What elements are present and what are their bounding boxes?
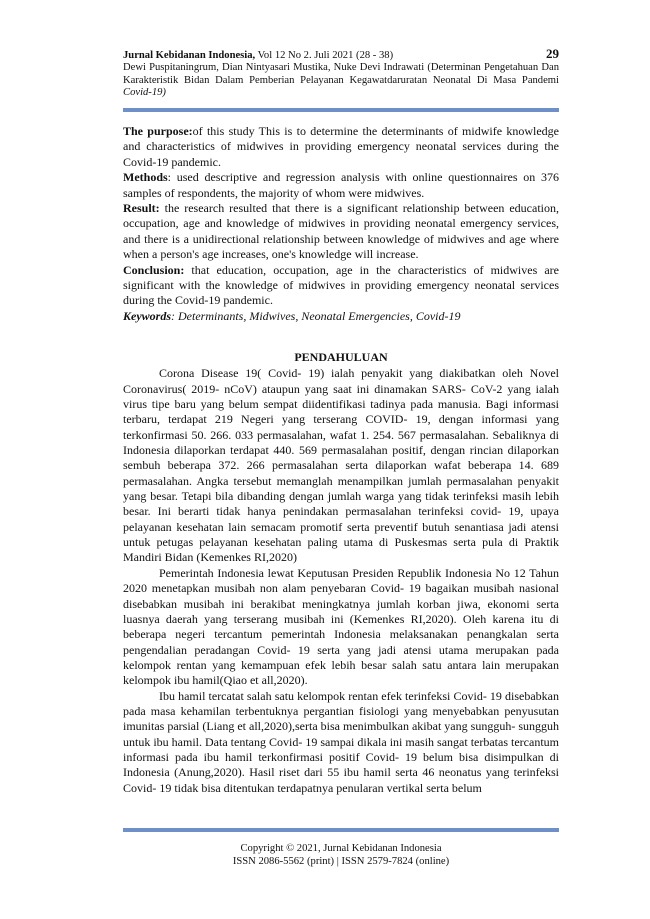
paragraph: Corona Disease 19( Covid- 19) ialah penyakit yang diakibatkan oleh Novel Coronavirus( 2019- nCoV) ataupun yang saat ini dinamakan SARS- CoV-2 yang ialah virus tipe baru yang belum sempat diidentifikasi tadinya pada manusia. Bagi informasi terbaru, terdapat 219 Negeri yang terserang COVID- 19, dengan informasi yang terkonfirmasi 50. 266. 033 permasalahan, wafat 1. 254. 567 permasalahan. Sebaliknya di Indonesia dilaporkan terdapat 440. 569 permasalahan positif, dengan rincian dilaporkan sembuh beberapa 372. 266 permasalahan serta dilaporkan wafat beberapa 14. 689 permasalahan. Angka tersebut memanglah menampilkan jumlah permasalahan penyakit yang besar. Tetapi bila dibanding dengan jumlah warga yang tidak terinfeksi masih lebih besar. Ini berarti tidak hanya penindakan permasalahan terinfeksi covid- 19, upaya pelayanan kesehatan lain semacam promotif serta preventif butuh senantiasa jadi atensi untuk petugas pelayanan kesehatan paling utama di Puskesmas serta pula di Praktik Mandiri Bidan (Kemenkes RI,2020) bbox=[123, 366, 559, 565]
journal-citation bbox=[123, 50, 393, 62]
page-footer bbox=[123, 842, 559, 868]
abstract-result bbox=[123, 201, 559, 263]
section-title: PENDAHULUAN bbox=[294, 350, 388, 364]
methods-label: Methods bbox=[123, 170, 168, 185]
authors-title-text: Dewi Puspitaningrum, Dian Nintyasari Mustika, Nuke Devi Indrawati (Determinan Pengetahuan Dan Karakteristik Bidan Dalam Pemberian Pelayanan Kegawatdaruratan Neonatal Di Masa Pandemi bbox=[123, 62, 559, 86]
journal-volume: Vol 12 No 2. Juli 2021 (28 - 38) bbox=[255, 50, 394, 61]
footer-divider bbox=[123, 828, 559, 832]
journal-name: Jurnal Kebidanan Indonesia, bbox=[123, 50, 256, 61]
result-label: Result: bbox=[123, 201, 160, 216]
header-authors-title bbox=[123, 62, 559, 99]
main-body bbox=[123, 350, 559, 796]
abstract-purpose bbox=[123, 124, 559, 170]
authors-title-italic: Covid-19) bbox=[123, 87, 166, 99]
result-text: the research resulted that there is a significant relationship between education, occupation, age and knowledge of midwives in providing neonatal emergency services, and there is a unidirectional relationship between knowledge of midwives and age where when a person's age increases, one's knowledge will increase. bbox=[123, 201, 559, 262]
purpose-label: The purpose: bbox=[123, 124, 193, 138]
methods-text: : used descriptive and regression analysis with online questionnaires on 376 samples of respondents, the majority of whom were midwives. bbox=[123, 170, 559, 200]
abstract-conclusion bbox=[123, 263, 559, 309]
header-line bbox=[123, 48, 559, 62]
purpose-text: of this study This is to determine the determinants of midwife knowledge and characteristics of midwives in providing emergency neonatal services during the Covid-19 pandemic. bbox=[123, 124, 559, 169]
abstract-methods bbox=[123, 170, 559, 201]
abstract bbox=[123, 124, 559, 324]
paragraph: Ibu hamil tercatat salah satu kelompok rentan efek terinfeksi Covid- 19 disebabkan pada masa kehamilan terbentuknya pergantian fisiologi yang menyebabkan penyusutan imunitas parsial (Liang et all,2020),serta bisa menimbulkan akibat yang sungguh- sungguh untuk ibu hamil. Data tentang Covid- 19 sampai dikala ini masih sangat terbatas tercantum informasi pada ibu hamil terkonfirmasi positif Covid- 19 belum bisa disimpulkan di Indonesia (Anung,2020). Hasil riset dari 55 ibu hamil serta 46 neonatus yang terinfeksi Covid- 19 tidak bisa ditentukan terdapatnya penularan vertikal serta belum bbox=[123, 688, 559, 795]
conclusion-text: that education, occupation, age in the characteristics of midwives are significant with the knowledge of midwives in providing emergency neonatal services during the Covid-19 pandemic. bbox=[123, 262, 559, 308]
conclusion-label: Conclusion: bbox=[123, 262, 185, 277]
keywords-text: : Determinants, Midwives, Neonatal Emergencies, Covid-19 bbox=[171, 308, 461, 323]
keywords-label: Keywords bbox=[123, 308, 171, 323]
running-header bbox=[123, 48, 559, 100]
page-number: 29 bbox=[546, 46, 559, 61]
abstract-keywords bbox=[123, 309, 559, 324]
issn-line: ISSN 2086-5562 (print) | ISSN 2579-7824 (online) bbox=[232, 856, 450, 867]
header-divider bbox=[123, 108, 559, 112]
paragraph: Pemerintah Indonesia lewat Keputusan Presiden Republik Indonesia No 12 Tahun 2020 menetapkan musibah non alam penyebaran Covid- 19 bagaikan musibah nasional disebabkan musibah ini berakibat meningkatnya jumlah korban jiwa, ekonomi serta luasnya daerah yang terserang musibah ini (Kemenkes RI,2020). Oleh karena itu di beberapa negeri tercantum pemerintah Indonesia melaksanakan penangkalan serta pengendalian peradangan Covid- 19 serta yang jadi atensi utama merupakan pada kelompok rentan yang kemampuan efek lebih besar salah satu antara lain merupakan kelompok ibu hamil(Qiao et all,2020). bbox=[123, 565, 559, 688]
copyright-line: Copyright © 2021, Jurnal Kebidanan Indonesia bbox=[240, 843, 442, 854]
